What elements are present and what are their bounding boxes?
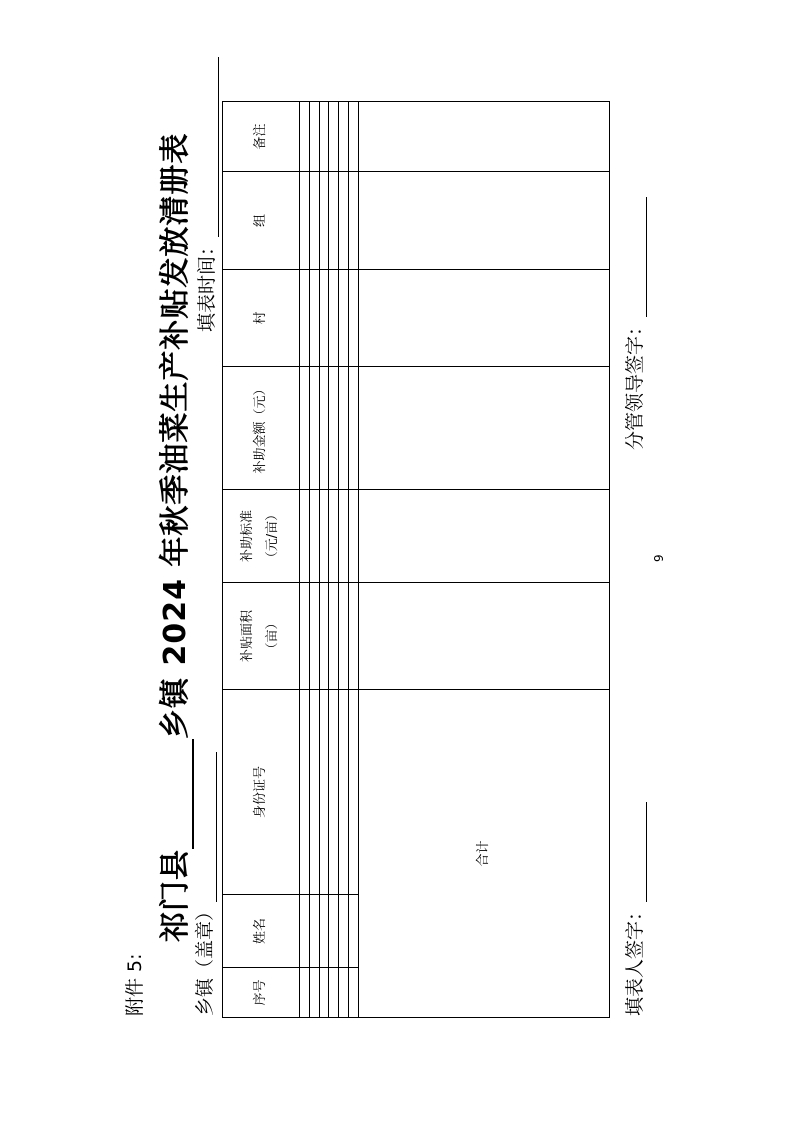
table-row xyxy=(348,102,358,1018)
fill-time-row xyxy=(192,57,219,332)
col-village: 村 xyxy=(223,270,300,367)
table-row xyxy=(309,102,319,1018)
col-name: 姓名 xyxy=(223,895,300,968)
subsidy-register-table xyxy=(222,101,610,1018)
col-group: 组 xyxy=(223,172,300,270)
leader-sign-row xyxy=(620,197,647,450)
title-main: 乡镇 2024 年秋季油菜生产补贴发放清册表 xyxy=(158,132,193,739)
col-amount: 补助金额（元） xyxy=(223,367,300,490)
leader-sign-blank xyxy=(626,197,647,317)
table-row xyxy=(329,102,339,1018)
town-stamp-blank xyxy=(196,752,217,902)
table-row xyxy=(339,102,349,1018)
col-remark: 备注 xyxy=(223,102,300,172)
filler-sign-label: 填表人签字： xyxy=(624,901,646,1016)
table-total-row xyxy=(358,102,609,1018)
fill-time-blank xyxy=(198,57,219,237)
fill-time-label: 填表时间： xyxy=(196,236,218,332)
page-title xyxy=(150,133,194,942)
table-header-row xyxy=(223,102,300,1018)
leader-sign-label: 分管领导签字： xyxy=(624,316,646,450)
col-standard: 补助标准 （元/亩） xyxy=(223,490,300,583)
total-label: 合计 xyxy=(358,690,609,1018)
page-number: 9 xyxy=(652,554,666,562)
table-row xyxy=(300,102,310,1018)
town-stamp-row xyxy=(190,752,217,1016)
table-row xyxy=(319,102,329,1018)
col-seq: 序号 xyxy=(223,968,300,1018)
title-county: 祁门县 xyxy=(158,849,193,942)
filler-sign-row xyxy=(620,802,647,1016)
col-id: 身份证号 xyxy=(223,690,300,895)
col-area: 补贴面积 （亩） xyxy=(223,583,300,690)
filler-sign-blank xyxy=(626,802,647,902)
attachment-label: 附件 5: xyxy=(124,953,146,1016)
town-stamp-label: 乡镇（盖章） xyxy=(194,901,216,1016)
